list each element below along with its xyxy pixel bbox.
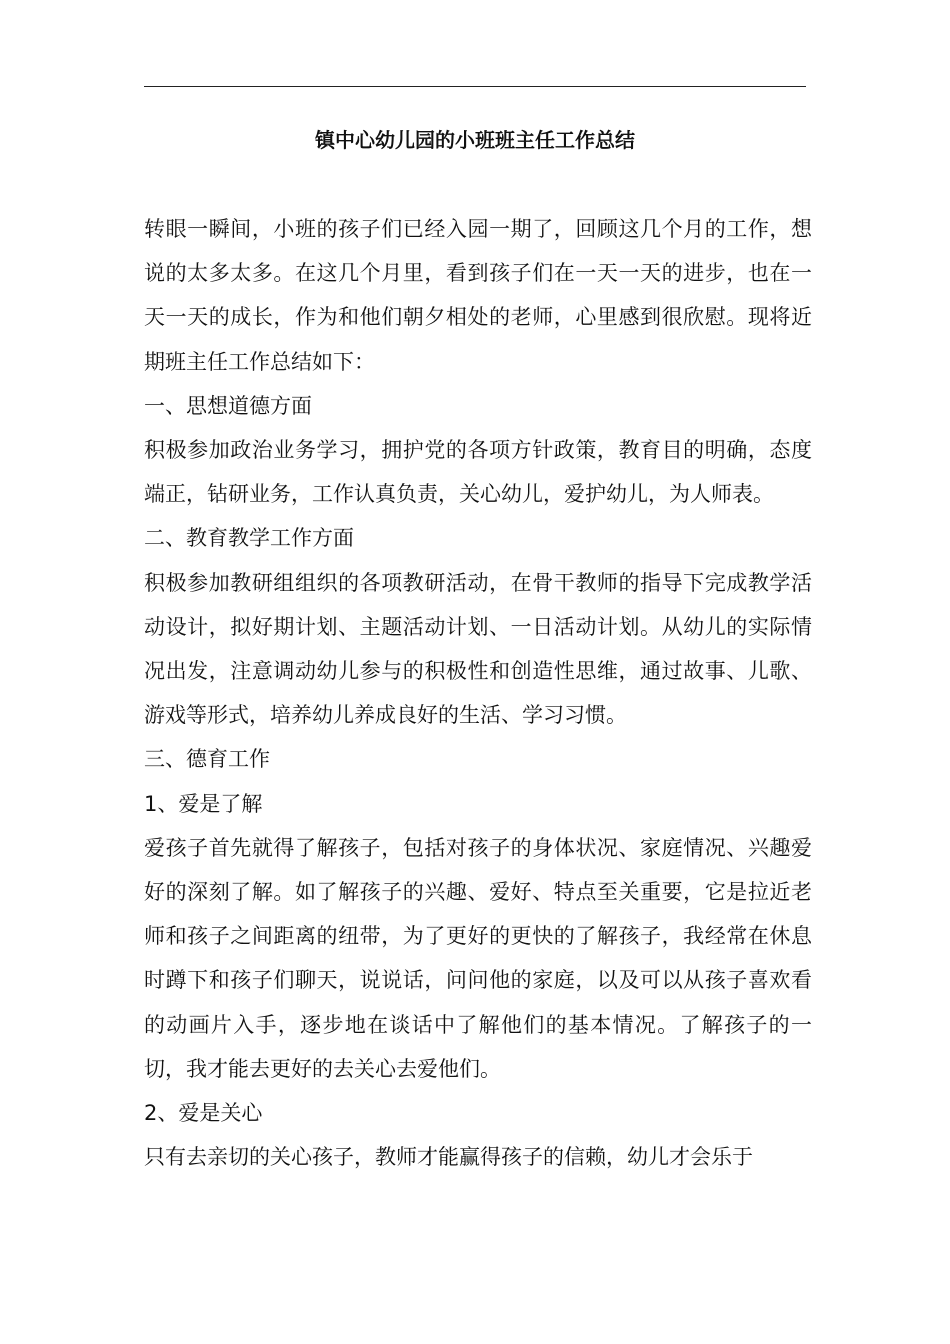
understanding-paragraph: 爱孩子首先就得了解孩子，包括对孩子的身体状况、家庭情况、兴趣爱好的深刻了解。如了解孩子的兴趣、爱好、特点至关重要，它是拉近老师和孩子之间距离的纽带，为了更好的更快的了解孩子，我经常在休息时蹲下和孩子们聊天，说说话，问问他的家庭，以及可以从孩子喜欢看的动画片入手，逐步地在谈话中了解他们的基本情况。了解孩子的一切，我才能去更好的去关心去爱他们。 xyxy=(144,835,812,1081)
header-rule xyxy=(144,86,806,87)
section-heading-moral: 三、德育工作 xyxy=(144,747,270,772)
intro-paragraph: 转眼一瞬间，小班的孩子们已经入园一期了，回顾这几个月的工作，想说的太多太多。在这几个月里，看到孩子们在一天一天的进步，也在一天一天的成长，作为和他们朝夕相处的老师，心里感到很欣慰。现将近期班主任工作总结如下： xyxy=(144,217,812,374)
subheading-understanding: 1、爱是了解 xyxy=(144,791,263,816)
document-body xyxy=(144,207,812,1179)
section-heading-teaching: 二、教育教学工作方面 xyxy=(144,526,354,551)
section-heading-ideology: 一、思想道德方面 xyxy=(144,393,312,418)
subheading-caring: 2、爱是关心 xyxy=(144,1101,263,1126)
caring-paragraph: 只有去亲切的关心孩子，教师才能赢得孩子的信赖，幼儿才会乐于 xyxy=(144,1145,753,1170)
ideology-paragraph: 积极参加政治业务学习，拥护党的各项方针政策，教育目的明确，态度端正，钻研业务，工作认真负责，关心幼儿，爱护幼儿，为人师表。 xyxy=(144,438,812,507)
document-title: 镇中心幼儿园的小班班主任工作总结 xyxy=(315,128,635,152)
teaching-paragraph: 积极参加教研组组织的各项教研活动，在骨干教师的指导下完成教学活动设计，拟好期计划、主题活动计划、一日活动计划。从幼儿的实际情况出发，注意调动幼儿参与的积极性和创造性思维，通过故事、儿歌、游戏等形式，培养幼儿养成良好的生活、学习习惯。 xyxy=(144,570,812,728)
